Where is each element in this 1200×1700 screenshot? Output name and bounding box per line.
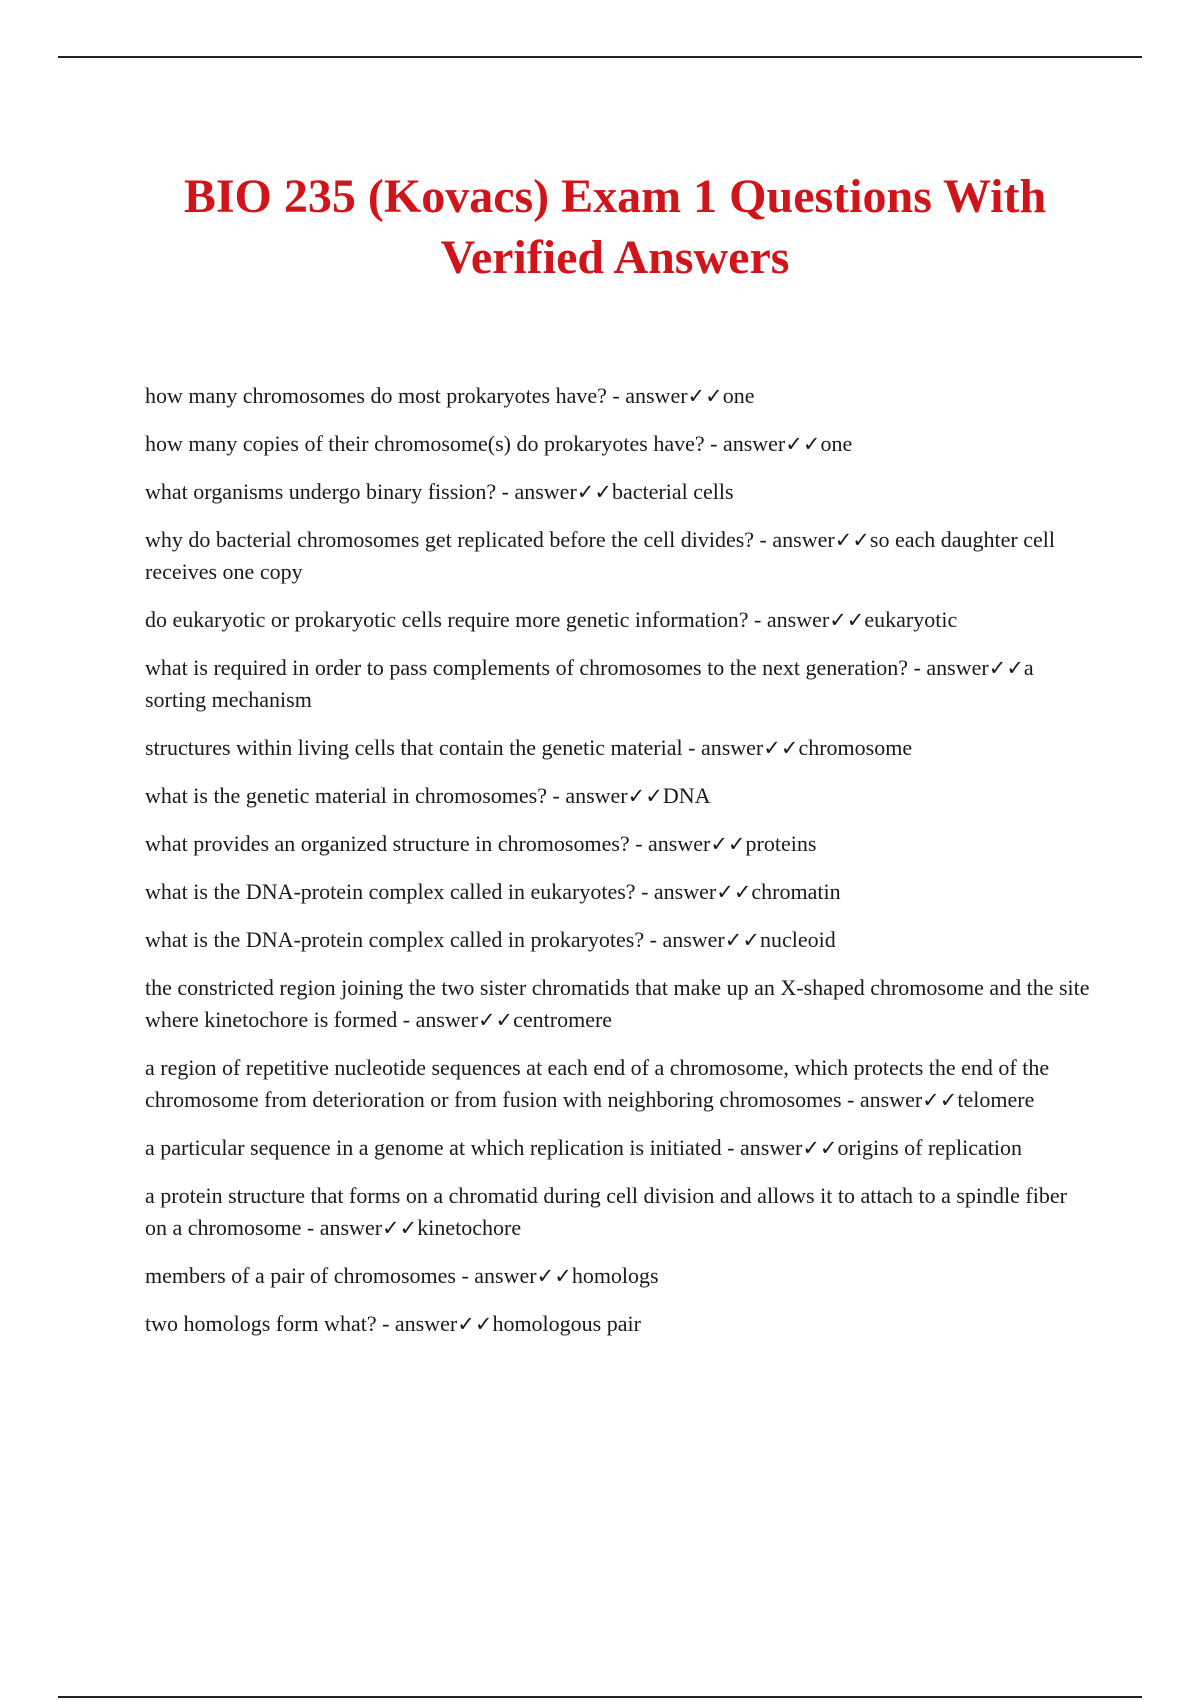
double-check-icon: ✓✓ [922,1088,958,1112]
question-text: structures within living cells that contain the genetic material [145,735,683,760]
separator: - [496,479,515,504]
qa-item [145,1260,1090,1292]
question-text: a protein structure that forms on a chromatid during cell division and allows it to attach to a spindle fiber on a chromosome [145,1183,1067,1240]
separator: - [748,607,767,632]
double-check-icon: ✓✓ [457,1312,493,1336]
answer-prefix: answer [474,1263,537,1288]
double-check-icon: ✓✓ [988,656,1024,680]
separator: - [644,927,663,952]
answer-prefix: answer [648,831,711,856]
title-line-1: BIO 235 (Kovacs) Exam 1 Questions With [183,170,1047,223]
qa-item [145,876,1090,908]
question-text: what is the genetic material in chromosomes? [145,783,547,808]
separator: - [704,431,723,456]
double-check-icon: ✓✓ [785,432,821,456]
qa-item [145,732,1090,764]
answer-prefix: answer [662,927,725,952]
question-text: a particular sequence in a genome at which replication is initiated [145,1135,722,1160]
qa-item [145,924,1090,956]
answer-prefix: answer [740,1135,803,1160]
double-check-icon: ✓✓ [382,1216,418,1240]
qa-item [145,780,1090,812]
answer-text: chromosome [798,735,913,760]
question-text: a region of repetitive nucleotide sequences at each end of a chromosome, which protects the end of the chromosome from deterioration or from fusion with neighboring chromosomes [145,1055,1050,1112]
answer-text: centromere [513,1007,613,1032]
answer-prefix: answer [722,431,786,456]
answer-text: a sorting mechanism [145,655,1034,712]
question-text: what is the DNA-protein complex called in eukaryotes? [145,879,636,904]
qa-item [145,604,1090,636]
answer-prefix: answer [394,1311,458,1336]
qa-item [145,380,1090,412]
answer-prefix: answer [653,879,717,904]
double-check-icon: ✓✓ [829,608,865,632]
question-text: do eukaryotic or prokaryotic cells require more genetic information? [145,607,749,632]
answer-prefix: answer [926,655,989,680]
answer-text: so each daughter cell receives one copy [145,527,1055,584]
question-text: what is required in order to pass complements of chromosomes to the next generation? [145,655,909,680]
bottom-rule [58,1696,1142,1698]
double-check-icon: ✓✓ [802,1136,838,1160]
qa-item [145,428,1090,460]
answer-text: nucleoid [759,927,836,952]
double-check-icon: ✓✓ [834,528,870,552]
double-check-icon: ✓✓ [724,928,760,952]
double-check-icon: ✓✓ [477,1008,514,1032]
qa-item [145,476,1090,508]
answer-text: one [820,431,853,456]
qa-item [145,1308,1090,1340]
answer-text: origins of replication [837,1135,1023,1160]
double-check-icon: ✓✓ [576,480,612,504]
qa-item [145,828,1090,860]
answer-prefix: answer [415,1007,478,1032]
qa-item [145,972,1090,1036]
answer-text: bacterial cells [611,479,734,504]
separator: - [629,831,649,856]
answer-text: kinetochore [417,1215,522,1240]
separator: - [301,1215,320,1240]
question-text: the constricted region joining the two sister chromatids that make up an X-shaped chromosome and the site where kinetochore is formed [145,975,1090,1032]
qa-list [145,380,1090,1356]
question-text: why do bacterial chromosomes get replicated before the cell divides? [145,527,755,552]
separator: - [721,1135,740,1160]
answer-text: proteins [745,831,817,856]
qa-item [145,1132,1090,1164]
question-text: what provides an organized structure in chromosomes? [145,831,630,856]
answer-prefix: answer [859,1087,923,1112]
answer-text: one [722,383,755,408]
separator: - [635,879,654,904]
document-title [100,166,1130,288]
separator: - [754,527,773,552]
answer-text: DNA [662,783,711,808]
qa-item [145,1180,1090,1244]
answer-text: homologous pair [492,1311,641,1336]
answer-prefix: answer [700,735,764,760]
separator: - [606,383,626,408]
qa-item [145,524,1090,588]
double-check-icon: ✓✓ [716,880,752,904]
question-text: how many copies of their chromosome(s) do prokaryotes have? [145,431,705,456]
question-text: two homologs form what? [145,1311,377,1336]
question-text: what organisms undergo binary fission? [145,479,497,504]
double-check-icon: ✓✓ [627,784,663,808]
question-text: members of a pair of chromosomes [145,1263,456,1288]
title-line-2: Verified Answers [440,231,790,284]
answer-prefix: answer [772,527,835,552]
answer-text: telomere [957,1087,1035,1112]
answer-prefix: answer [565,783,628,808]
qa-item [145,1052,1090,1116]
separator: - [376,1311,395,1336]
separator: - [546,783,566,808]
answer-text: chromatin [751,879,841,904]
separator: - [908,655,927,680]
question-text: what is the DNA-protein complex called in prokaryotes? [145,927,645,952]
separator: - [455,1263,475,1288]
separator: - [841,1087,860,1112]
answer-prefix: answer [319,1215,383,1240]
double-check-icon: ✓✓ [763,736,799,760]
answer-text: eukaryotic [864,607,958,632]
answer-prefix: answer [766,607,830,632]
double-check-icon: ✓✓ [687,384,723,408]
answer-prefix: answer [514,479,577,504]
answer-text: homologs [571,1263,659,1288]
answer-prefix: answer [625,383,688,408]
separator: - [397,1007,416,1032]
separator: - [682,735,701,760]
double-check-icon: ✓✓ [710,832,746,856]
double-check-icon: ✓✓ [536,1264,572,1288]
top-rule [58,56,1142,58]
question-text: how many chromosomes do most prokaryotes have? [145,383,607,408]
qa-item [145,652,1090,716]
